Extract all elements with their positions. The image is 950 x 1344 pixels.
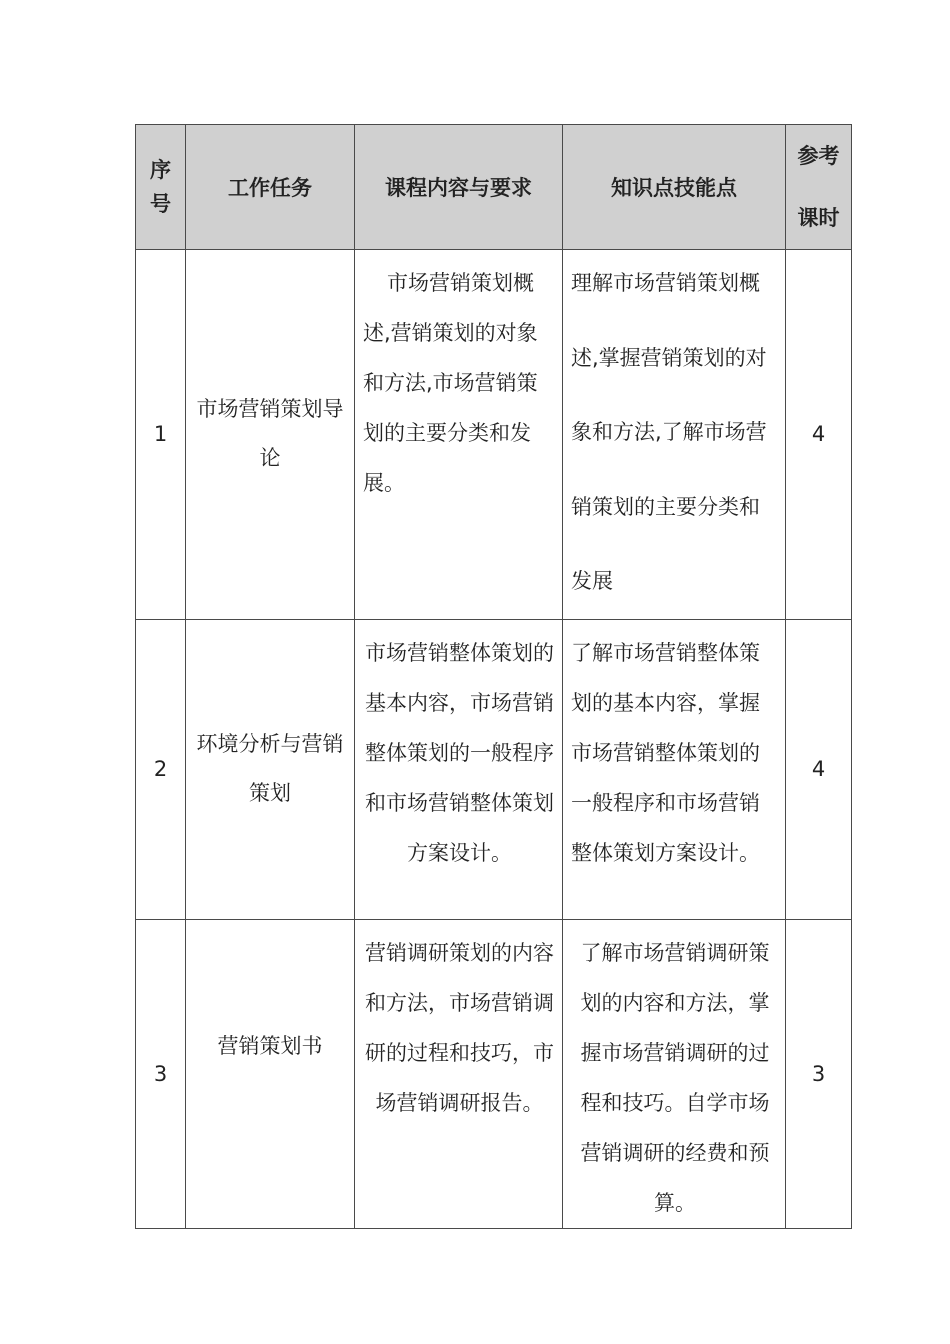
row-skill-text: 了解市场营销调研策划的内容和方法，掌握市场营销调研的过程和技巧。自学市场营销调研的经费和预算。 — [580, 940, 770, 1215]
row-task-text: 营销策划书 — [217, 1033, 323, 1058]
header-skill — [563, 125, 786, 250]
row-content — [355, 619, 563, 919]
row-skill-text: 理解市场营销策划概述,掌握营销策划的对象和方法,了解市场营销策划的主要分类和发展 — [571, 271, 767, 593]
row-task-text: 环境分析与营销策划 — [196, 732, 344, 805]
row-hours: 3 — [786, 919, 852, 1228]
row-task-text: 市场营销策划导论 — [196, 397, 344, 471]
row-num: 1 — [136, 250, 186, 620]
header-task — [186, 125, 355, 250]
row-skill-text: 了解市场营销整体策划的基本内容，掌握市场营销整体策划的一般程序和市场营销整体策划方案设计。 — [571, 640, 760, 865]
row-content — [355, 250, 563, 620]
row-task — [186, 919, 355, 1228]
row-hours: 4 — [786, 250, 852, 620]
header-task-text: 工作任务 — [228, 176, 312, 200]
course-table — [135, 124, 852, 1229]
row-content-text: 营销调研策划的内容和方法，市场营销调研的过程和技巧，市场营销调研报告。 — [365, 940, 554, 1115]
header-content-text: 课程内容与要求 — [385, 176, 532, 200]
header-row — [136, 125, 852, 250]
table-row — [136, 919, 852, 1228]
header-content — [355, 125, 563, 250]
row-task — [186, 619, 355, 919]
row-content-text: 市场营销策划概述,营销策划的对象和方法,市场营销策划的主要分类和发展。 — [363, 271, 538, 495]
table-row — [136, 250, 852, 620]
header-hours-text: 参考课时 — [797, 144, 840, 230]
table-row — [136, 619, 852, 919]
header-skill-text: 知识点技能点 — [611, 176, 737, 200]
row-task — [186, 250, 355, 620]
row-skill — [563, 619, 786, 919]
row-skill — [563, 250, 786, 620]
header-num-text: 序号 — [149, 158, 171, 216]
row-num: 2 — [136, 619, 186, 919]
row-num: 3 — [136, 919, 186, 1228]
row-content — [355, 919, 563, 1228]
row-hours: 4 — [786, 619, 852, 919]
header-hours — [786, 125, 852, 250]
row-content-text: 市场营销整体策划的基本内容，市场营销整体策划的一般程序和市场营销整体策划方案设计。 — [365, 640, 554, 865]
header-num — [136, 125, 186, 250]
row-skill — [563, 919, 786, 1228]
